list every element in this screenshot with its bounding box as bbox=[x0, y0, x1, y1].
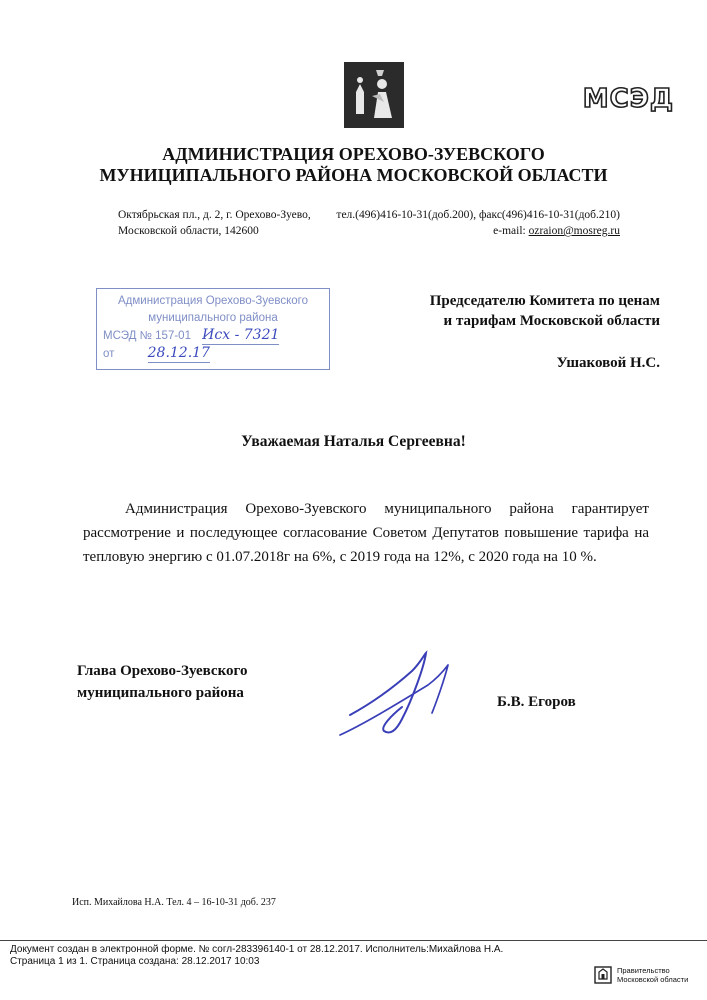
registration-stamp bbox=[96, 288, 330, 370]
stamp-date-value: 28.12.17 bbox=[147, 345, 210, 361]
signatory-title bbox=[77, 660, 247, 704]
footer-info bbox=[10, 944, 503, 968]
contacts-block bbox=[336, 207, 620, 239]
recipient-line-1: Председателю Комитета по ценам bbox=[429, 293, 660, 309]
stamp-line-1: Администрация Орехово-Зуевского bbox=[117, 295, 309, 307]
gov-line-1: Правительство bbox=[617, 966, 670, 975]
address-line-2: Московской области, 142600 bbox=[118, 225, 259, 237]
coat-of-arms-icon bbox=[344, 62, 404, 128]
organization-name bbox=[0, 144, 707, 186]
handwritten-signature bbox=[332, 645, 472, 740]
footer-divider bbox=[0, 940, 707, 941]
phones: тел.(496)416-10-31(доб.200), факс(496)416-10-31(доб.210) bbox=[336, 209, 620, 221]
salutation: Уважаемая Наталья Сергеевна! bbox=[241, 433, 466, 450]
org-line-2: МУНИЦИПАЛЬНОГО РАЙОНА МОСКОВСКОЙ ОБЛАСТИ bbox=[99, 165, 608, 185]
msed-logo: МСЭД bbox=[582, 84, 674, 114]
stamp-date-row bbox=[103, 345, 323, 363]
gov-line-2: Московской области bbox=[617, 974, 689, 984]
footer-line-1: Документ создан в электронной форме. № согл-283396140-1 от 28.12.2017. Исполнитель:Михайлова Н.А. bbox=[10, 944, 504, 955]
stamp-line-2: муниципального района bbox=[148, 312, 278, 324]
executor-note: Исп. Михайлова Н.А. Тел. 4 – 16-10-31 доб. 237 bbox=[72, 897, 276, 908]
footer-line-2: Страница 1 из 1. Страница создана: 28.12.2017 10:03 bbox=[10, 956, 260, 967]
letter-body: Администрация Орехово-Зуевского муниципального района гарантирует рассмотрение и последующее согласование Советом Депутатов повышение тарифа на тепловую энергию с 01.07.2018г на 6%, с 2019 года на 12%, с 2020 года на 10 %. bbox=[83, 501, 649, 565]
recipient-line-2: и тарифам Московской области bbox=[443, 313, 660, 329]
stamp-number-row bbox=[103, 327, 323, 345]
stamp-number-value: Исх - 7321 bbox=[202, 327, 280, 343]
signatory-name: Б.В. Егоров bbox=[497, 694, 576, 710]
recipient-name: Ушаковой Н.С. bbox=[556, 355, 660, 371]
email-link[interactable]: ozraion@mosreg.ru bbox=[528, 225, 620, 237]
email-label: e-mail: bbox=[493, 225, 529, 237]
government-emblem-icon bbox=[594, 966, 612, 984]
signatory-title-line-1: Глава Орехово-Зуевского bbox=[77, 663, 248, 679]
email-row bbox=[336, 223, 620, 239]
signatory-title-line-2: муниципального района bbox=[77, 685, 244, 701]
government-label bbox=[617, 967, 688, 984]
stamp-number-label: МСЭД № 157-01 bbox=[103, 330, 191, 342]
recipient-block bbox=[430, 291, 660, 331]
org-line-1: АДМИНИСТРАЦИЯ ОРЕХОВО-ЗУЕВСКОГО bbox=[162, 144, 545, 164]
address-block bbox=[118, 207, 311, 239]
stamp-date-label: от bbox=[103, 348, 115, 360]
address-line-1: Октябрьская пл., д. 2, г. Орехово-Зуево, bbox=[118, 209, 311, 221]
